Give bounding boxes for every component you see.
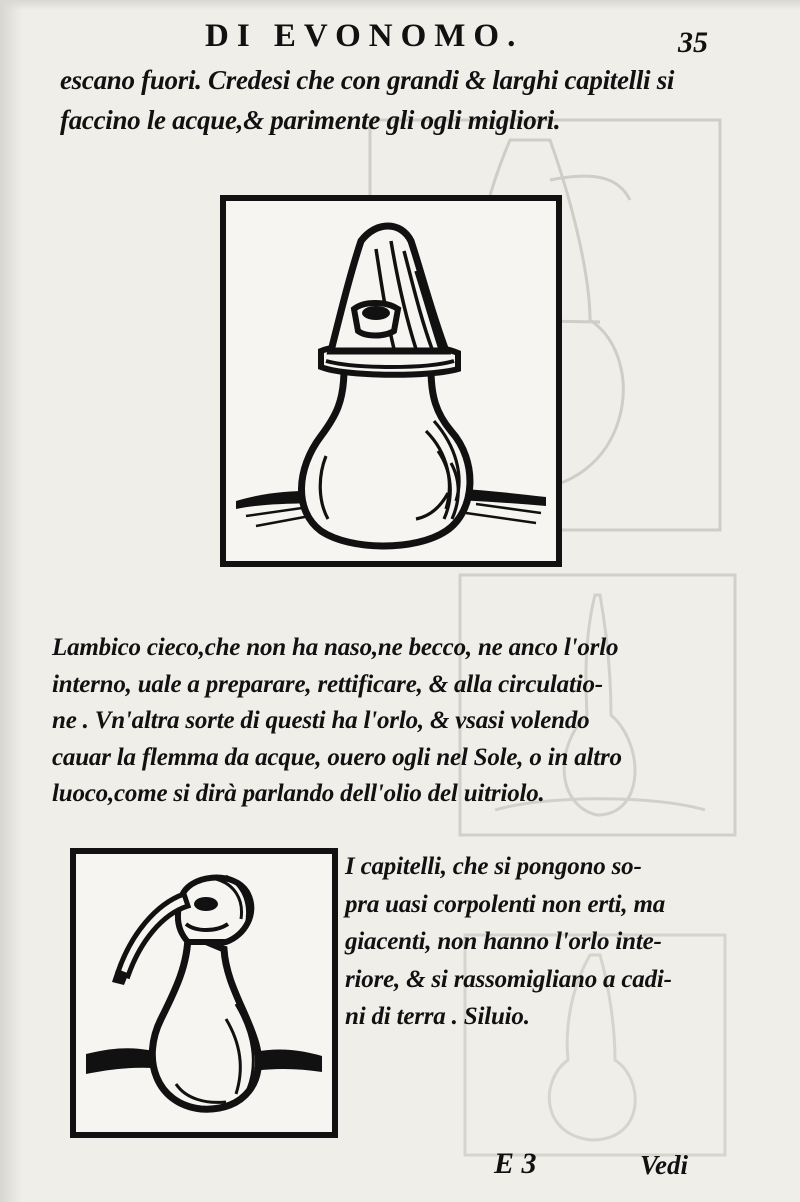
text-line: ne . Vn'altra sorte di questi ha l'orlo, & vsasi volendo	[52, 707, 590, 734]
text-line: pra uasi corpolenti non erti, ma	[345, 890, 666, 918]
catchword: Vedi	[640, 1150, 689, 1180]
woodcut-blind-alembic-illustration	[220, 195, 562, 567]
text-line: riore, & si rassomigliano a cadi-	[345, 965, 672, 993]
main-paragraph	[52, 630, 622, 813]
text-line: luoco,come si dirà parlando dell'olio del uitriolo.	[52, 780, 545, 807]
text-line: cauar la flemma da acque, ouero ogli nel Sole, o in altro	[52, 743, 622, 771]
woodcut-capital-illustration	[70, 848, 338, 1138]
text-line: faccino le acque,& parimente gli ogli migliori.	[60, 105, 561, 135]
text-line: escano fuori. Credesi che con grandi & larghi capitelli si	[60, 65, 675, 95]
top-paragraph	[60, 60, 674, 140]
text-line: interno, uale a preparare, rettificare, & alla circulatio-	[52, 670, 603, 698]
page-edge-shadow-top	[0, 0, 800, 10]
text-line: ni di terra . Siluio.	[345, 1003, 530, 1030]
page-number: 35	[678, 26, 708, 59]
running-title: DI EVONOMO.	[205, 18, 524, 54]
text-line: Lambico cieco,che non ha naso,ne becco, ne anco l'orlo	[52, 634, 619, 661]
page-edge-shadow	[0, 0, 22, 1202]
text-line: giacenti, non hanno l'orlo inte-	[345, 928, 662, 955]
signature-mark: E 3	[494, 1147, 537, 1180]
text-line: I capitelli, che si pongono so-	[345, 853, 642, 880]
side-paragraph	[345, 848, 672, 1036]
